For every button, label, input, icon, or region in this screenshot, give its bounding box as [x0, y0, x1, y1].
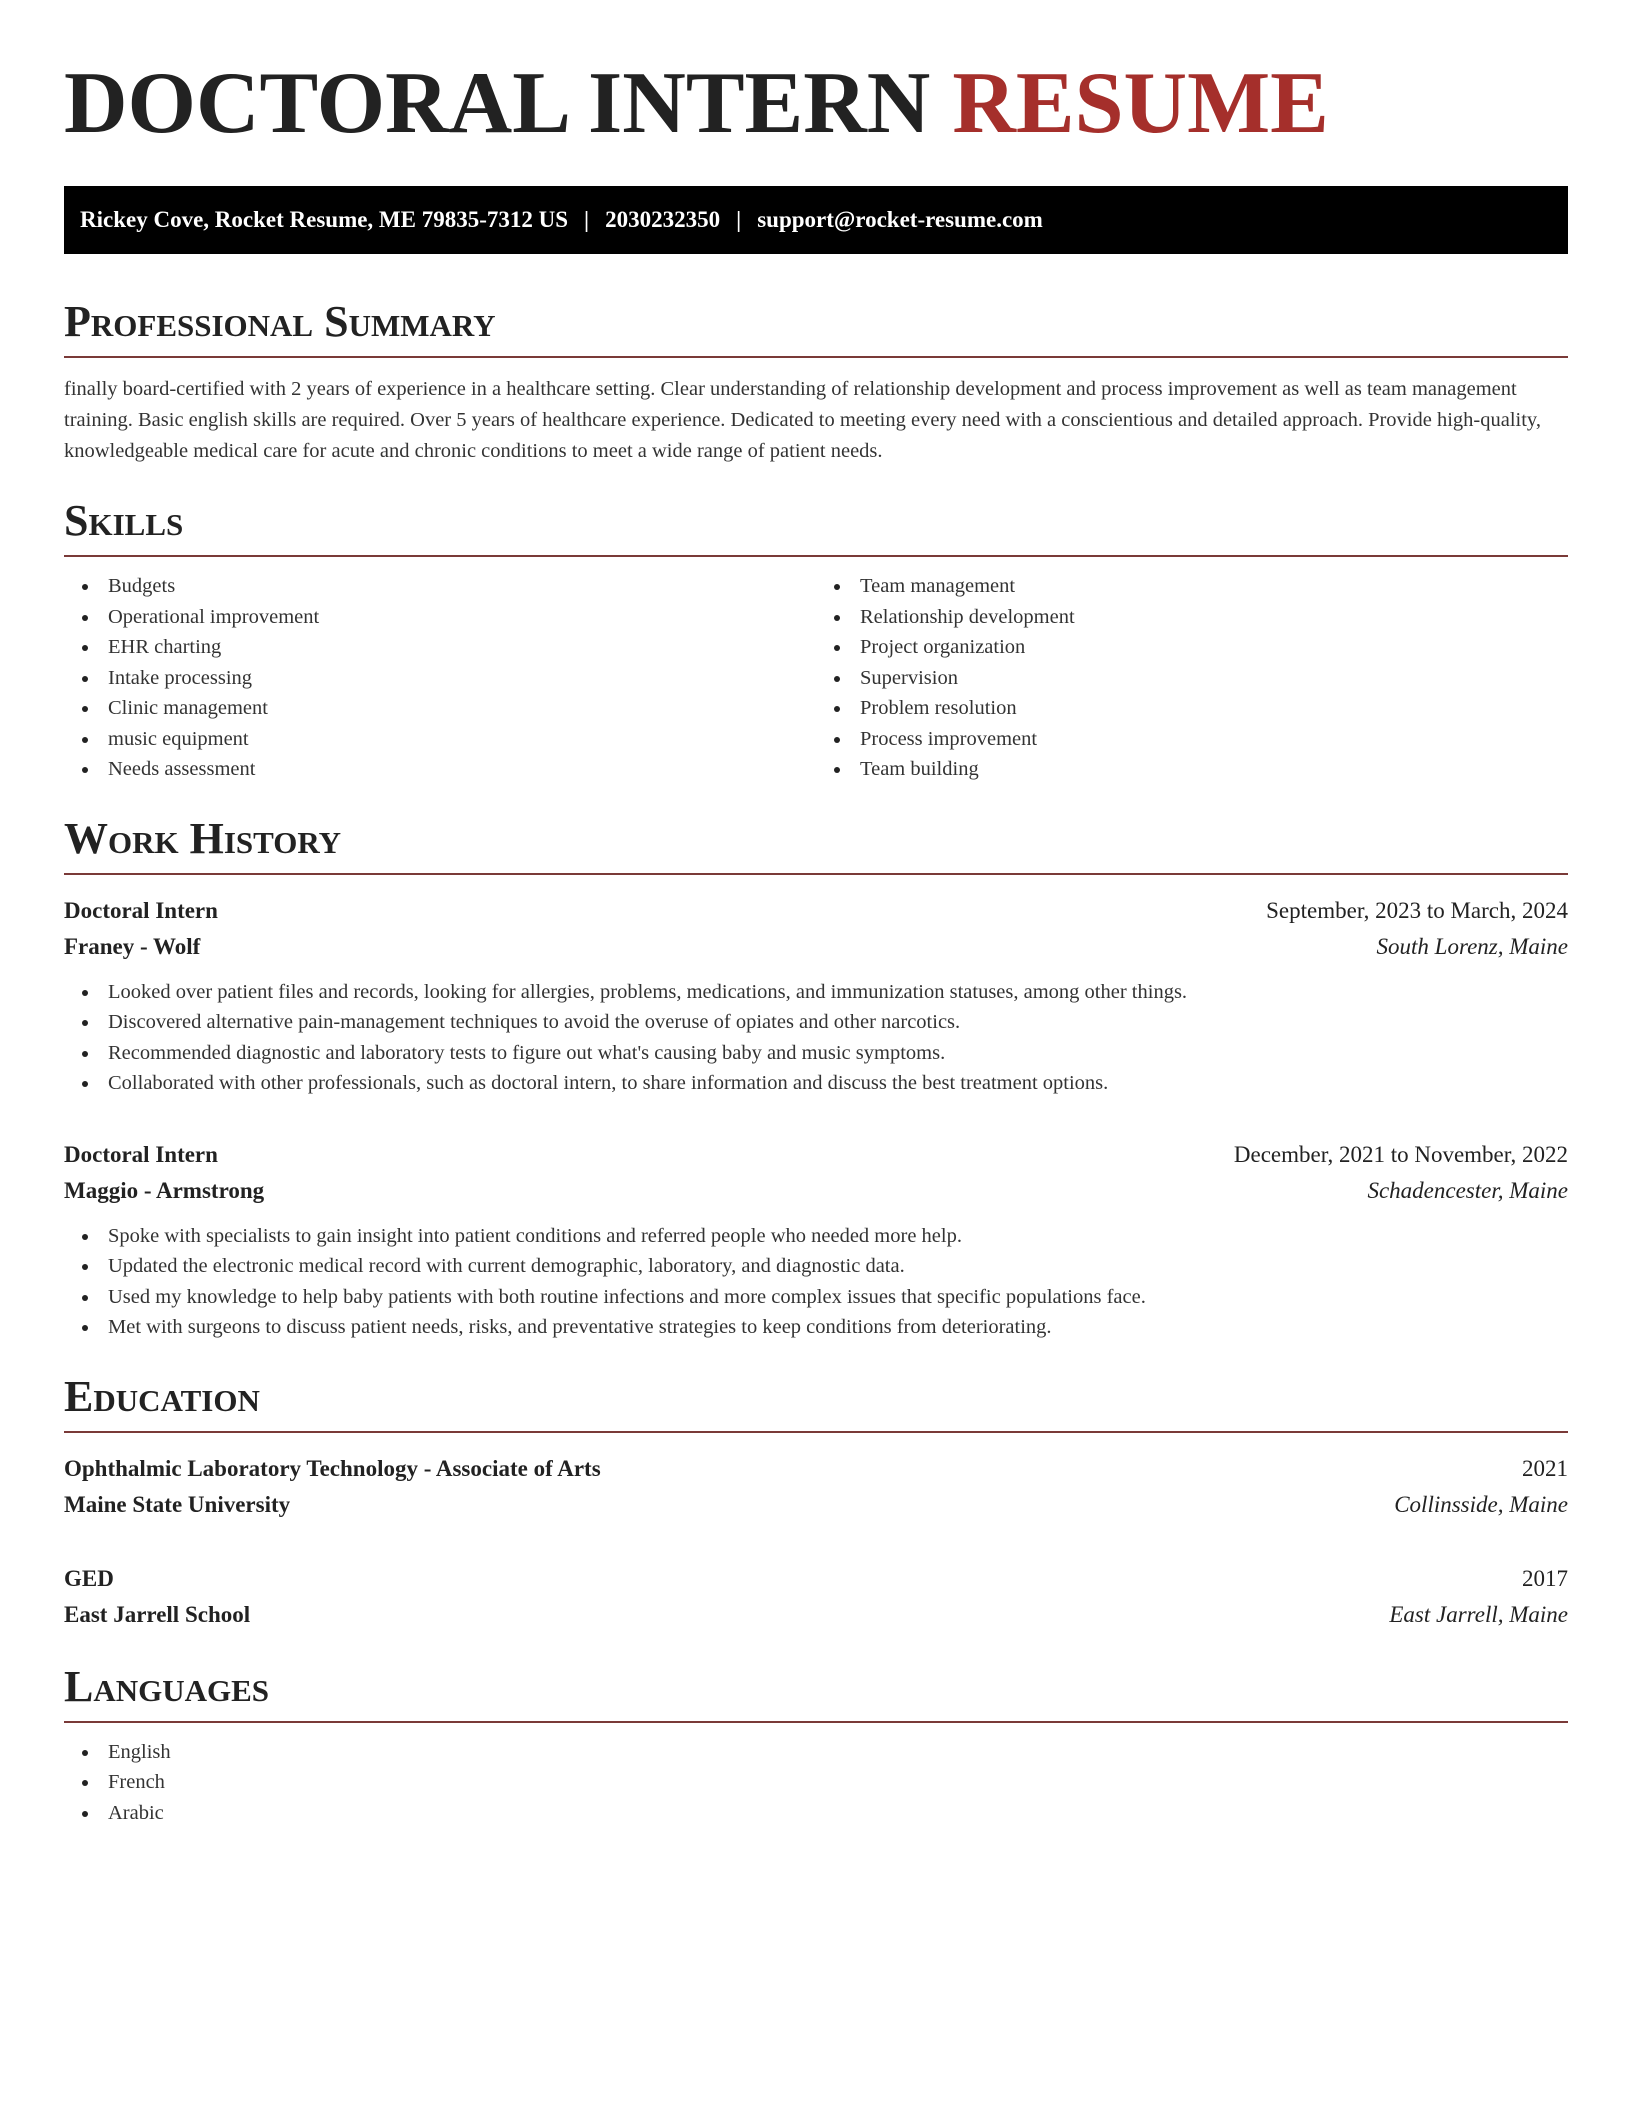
skills-columns: [64, 571, 1568, 785]
job-dates: December, 2021 to November, 2022: [1233, 1141, 1568, 1167]
job-entry: [64, 893, 1568, 1099]
education-school-row: [64, 1487, 1568, 1523]
education-location: Collinsside, Maine: [1394, 1491, 1568, 1517]
job-bullet: Updated the electronic medical record with current demographic, laboratory, and diagnostic data.: [64, 1251, 1568, 1282]
job-title: Doctoral Intern: [64, 1141, 218, 1167]
job-bullet: Recommended diagnostic and laboratory tests to figure out what's causing baby and music symptoms.: [64, 1038, 1568, 1069]
education-section: [64, 1373, 1568, 1633]
job-company: Franey - Wolf: [64, 933, 201, 959]
education-school: Maine State University: [64, 1491, 291, 1517]
language-item: Arabic: [64, 1798, 1568, 1829]
education-location: East Jarrell, Maine: [1389, 1601, 1568, 1627]
job-bullet: Discovered alternative pain-management techniques to avoid the overuse of opiates and other narcotics.: [64, 1007, 1568, 1038]
job-title-row: [64, 893, 1568, 929]
skill-item: Supervision: [816, 663, 1568, 694]
summary-text: finally board-certified with 2 years of experience in a healthcare setting. Clear understanding of relationship development and process improvement as well as team management training. Basic english skills are required. Over 5 years of healthcare experience. Dedicated to meeting every need with a conscientious and detailed approach. Provide high-quality, knowledgeable medical care for acute and chronic conditions to meet a wide range of patient needs.: [64, 378, 1541, 462]
education-year: 2017: [1522, 1565, 1568, 1591]
education-year: 2021: [1522, 1455, 1568, 1481]
job-bullet: Collaborated with other professionals, such as doctoral intern, to share information and discuss the best treatment options.: [64, 1068, 1568, 1099]
contact-email: support@rocket-resume.com: [757, 207, 1043, 232]
contact-phone: 2030232350: [605, 207, 721, 232]
skill-item: Operational improvement: [64, 602, 816, 633]
job-bullet: Spoke with specialists to gain insight into patient conditions and referred people who needed more help.: [64, 1221, 1568, 1252]
education-degree: GED: [64, 1565, 114, 1591]
languages-heading: Languages: [64, 1663, 1568, 1723]
language-item: English: [64, 1737, 1568, 1768]
contact-bar: [64, 186, 1568, 254]
summary-section: [64, 298, 1568, 467]
job-company-row: [64, 929, 1568, 965]
job-bullet: Looked over patient files and records, looking for allergies, problems, medications, and immunization statuses, among other things.: [64, 977, 1568, 1008]
skill-item: Relationship development: [816, 602, 1568, 633]
job-title: Doctoral Intern: [64, 897, 218, 923]
education-school: East Jarrell School: [64, 1601, 251, 1627]
job-title-row: [64, 1137, 1568, 1173]
job-entry: [64, 1137, 1568, 1343]
skills-section: [64, 497, 1568, 785]
title-main: DOCTORAL INTERN: [64, 55, 931, 152]
job-bullet: Used my knowledge to help baby patients with both routine infections and more complex issues that specific populations face.: [64, 1282, 1568, 1313]
education-school-row: [64, 1597, 1568, 1633]
job-dates: September, 2023 to March, 2024: [1266, 897, 1568, 923]
education-entry: [64, 1451, 1568, 1523]
job-bullets: [64, 977, 1568, 1099]
job-company: Maggio - Armstrong: [64, 1177, 265, 1203]
education-degree: Ophthalmic Laboratory Technology - Associate of Arts: [64, 1455, 601, 1481]
work-history-section: [64, 815, 1568, 1343]
job-bullets: [64, 1221, 1568, 1343]
languages-list: [64, 1737, 1568, 1829]
title-accent: RESUME: [952, 55, 1329, 152]
skill-item: Team building: [816, 754, 1568, 785]
job-company-row: [64, 1173, 1568, 1209]
skill-item: Project organization: [816, 632, 1568, 663]
contact-address: Rickey Cove, Rocket Resume, ME 79835-7312 US: [80, 207, 569, 232]
education-degree-row: [64, 1561, 1568, 1597]
languages-section: [64, 1663, 1568, 1829]
job-bullet: Met with surgeons to discuss patient needs, risks, and preventative strategies to keep conditions from deteriorating.: [64, 1312, 1568, 1343]
skill-item: Team management: [816, 571, 1568, 602]
skills-heading: Skills: [64, 497, 1568, 557]
contact-separator: |: [584, 207, 590, 232]
work-history-heading: Work History: [64, 815, 1568, 875]
skill-item: Needs assessment: [64, 754, 816, 785]
skill-item: EHR charting: [64, 632, 816, 663]
skill-item: Budgets: [64, 571, 816, 602]
job-location: South Lorenz, Maine: [1376, 933, 1568, 959]
contact-separator: |: [736, 207, 742, 232]
skills-left-list: [64, 571, 816, 785]
job-location: Schadencester, Maine: [1367, 1177, 1568, 1203]
skill-item: Problem resolution: [816, 693, 1568, 724]
skill-item: Intake processing: [64, 663, 816, 694]
skill-item: Clinic management: [64, 693, 816, 724]
summary-heading: Professional Summary: [64, 298, 1568, 358]
education-entry: [64, 1561, 1568, 1633]
education-degree-row: [64, 1451, 1568, 1487]
skills-right-list: [816, 571, 1568, 785]
language-item: French: [64, 1767, 1568, 1798]
education-heading: Education: [64, 1373, 1568, 1433]
skill-item: music equipment: [64, 724, 816, 755]
resume-title: [64, 54, 1568, 154]
skill-item: Process improvement: [816, 724, 1568, 755]
